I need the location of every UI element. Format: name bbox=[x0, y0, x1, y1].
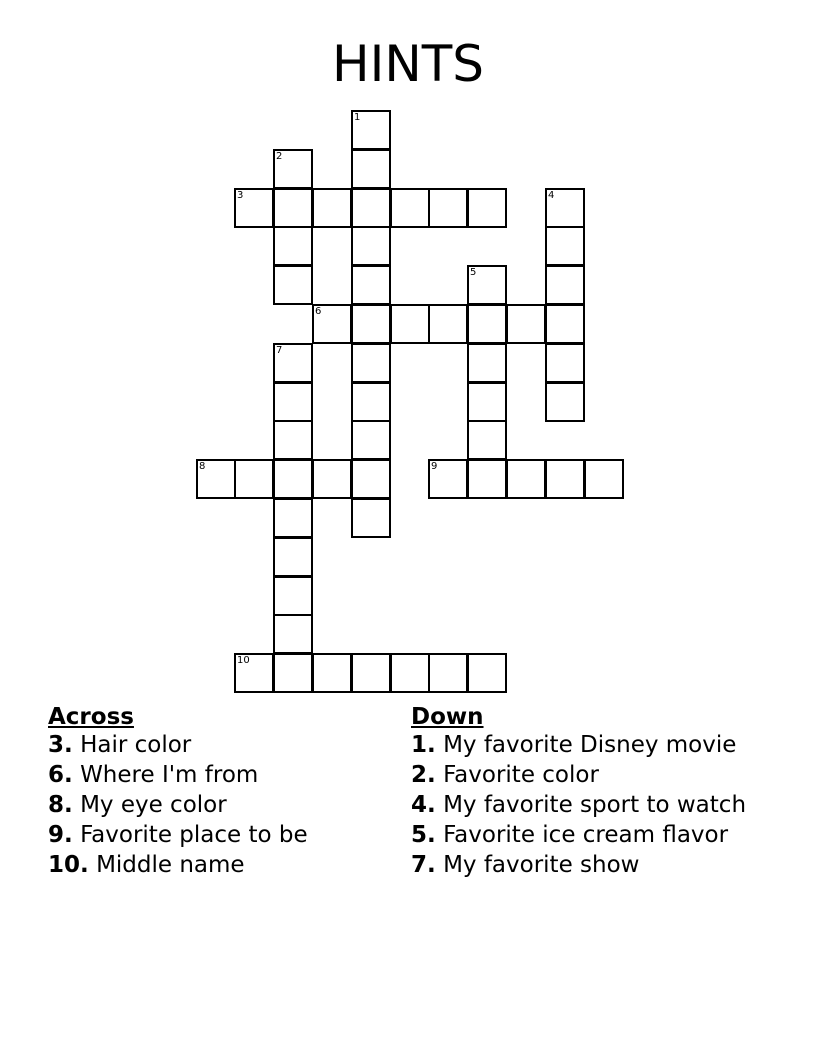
grid-cell[interactable] bbox=[273, 537, 313, 577]
grid-cell[interactable] bbox=[351, 420, 391, 460]
grid-cell[interactable] bbox=[390, 653, 430, 693]
grid-cell[interactable] bbox=[196, 459, 236, 499]
grid-cell[interactable] bbox=[545, 459, 585, 499]
grid-cell[interactable] bbox=[467, 265, 507, 305]
grid-cell[interactable] bbox=[390, 304, 430, 344]
across-clues bbox=[48, 702, 388, 882]
cell-number: 4 bbox=[548, 190, 555, 201]
grid-cell[interactable] bbox=[273, 614, 313, 654]
across-heading: Across bbox=[48, 704, 134, 730]
grid-cell[interactable] bbox=[234, 459, 274, 499]
grid-cell[interactable] bbox=[545, 188, 585, 228]
grid-cell[interactable] bbox=[467, 304, 507, 344]
grid-cell[interactable] bbox=[312, 459, 352, 499]
grid-cell[interactable] bbox=[351, 188, 391, 228]
down-heading: Down bbox=[411, 704, 484, 730]
cell-number: 2 bbox=[276, 151, 283, 162]
grid-cell[interactable] bbox=[273, 576, 313, 616]
grid-cell[interactable] bbox=[467, 343, 507, 383]
grid-cell[interactable] bbox=[467, 188, 507, 228]
grid-cell[interactable] bbox=[351, 343, 391, 383]
grid-cell[interactable] bbox=[273, 459, 313, 499]
grid-cell[interactable] bbox=[584, 459, 624, 499]
grid-cell[interactable] bbox=[467, 382, 507, 422]
clue-across-3: 3. Hair color bbox=[48, 732, 192, 758]
page-title: HINTS bbox=[331, 35, 485, 93]
grid-cell[interactable] bbox=[351, 382, 391, 422]
clue-down-1: 1. My favorite Disney movie bbox=[411, 732, 737, 758]
grid-cell[interactable] bbox=[351, 498, 391, 538]
grid-cell[interactable] bbox=[273, 265, 313, 305]
grid-cell[interactable] bbox=[545, 304, 585, 344]
cell-number: 9 bbox=[431, 461, 438, 472]
grid-cell[interactable] bbox=[273, 226, 313, 266]
clue-down-5: 5. Favorite ice cream flavor bbox=[411, 822, 729, 848]
clue-across-6: 6. Where I'm from bbox=[48, 762, 259, 788]
grid-cell[interactable] bbox=[273, 653, 313, 693]
grid-cell[interactable] bbox=[545, 382, 585, 422]
grid-cell[interactable] bbox=[428, 653, 468, 693]
grid-cell[interactable] bbox=[273, 420, 313, 460]
grid-cell[interactable] bbox=[234, 653, 274, 693]
grid-cell[interactable] bbox=[312, 188, 352, 228]
grid-cell[interactable] bbox=[351, 653, 391, 693]
grid-cell[interactable] bbox=[312, 653, 352, 693]
cell-number: 10 bbox=[237, 655, 250, 666]
cell-number: 8 bbox=[199, 461, 206, 472]
grid-cell[interactable] bbox=[506, 459, 546, 499]
grid-cell[interactable] bbox=[545, 226, 585, 266]
grid-cell[interactable] bbox=[234, 188, 274, 228]
clue-across-10: 10. Middle name bbox=[48, 852, 245, 878]
grid-cell[interactable] bbox=[351, 110, 391, 150]
down-clues bbox=[411, 702, 761, 882]
grid-cell[interactable] bbox=[351, 304, 391, 344]
grid-cell[interactable] bbox=[467, 459, 507, 499]
grid-cell[interactable] bbox=[428, 188, 468, 228]
cell-number: 3 bbox=[237, 190, 244, 201]
clue-across-8: 8. My eye color bbox=[48, 792, 227, 818]
grid-cell[interactable] bbox=[273, 343, 313, 383]
grid-cell[interactable] bbox=[273, 498, 313, 538]
grid-cell[interactable] bbox=[545, 265, 585, 305]
grid-cell[interactable] bbox=[351, 226, 391, 266]
cell-number: 7 bbox=[276, 345, 283, 356]
grid-cell[interactable] bbox=[506, 304, 546, 344]
grid-cell[interactable] bbox=[351, 265, 391, 305]
grid-cell[interactable] bbox=[273, 382, 313, 422]
clue-down-7: 7. My favorite show bbox=[411, 852, 640, 878]
cell-number: 1 bbox=[354, 112, 361, 123]
grid-cell[interactable] bbox=[351, 459, 391, 499]
grid-cell[interactable] bbox=[273, 149, 313, 189]
grid-cell[interactable] bbox=[467, 653, 507, 693]
cell-number: 5 bbox=[470, 267, 477, 278]
grid-cell[interactable] bbox=[467, 420, 507, 460]
grid-cell[interactable] bbox=[273, 188, 313, 228]
clue-down-4: 4. My favorite sport to watch bbox=[411, 792, 747, 818]
grid-cell[interactable] bbox=[351, 149, 391, 189]
grid-cell[interactable] bbox=[390, 188, 430, 228]
grid-cell[interactable] bbox=[545, 343, 585, 383]
grid-cell[interactable] bbox=[428, 459, 468, 499]
clue-down-2: 2. Favorite color bbox=[411, 762, 599, 788]
grid-cell[interactable] bbox=[428, 304, 468, 344]
clue-across-9: 9. Favorite place to be bbox=[48, 822, 308, 848]
grid-cell[interactable] bbox=[312, 304, 352, 344]
cell-number: 6 bbox=[315, 306, 322, 317]
